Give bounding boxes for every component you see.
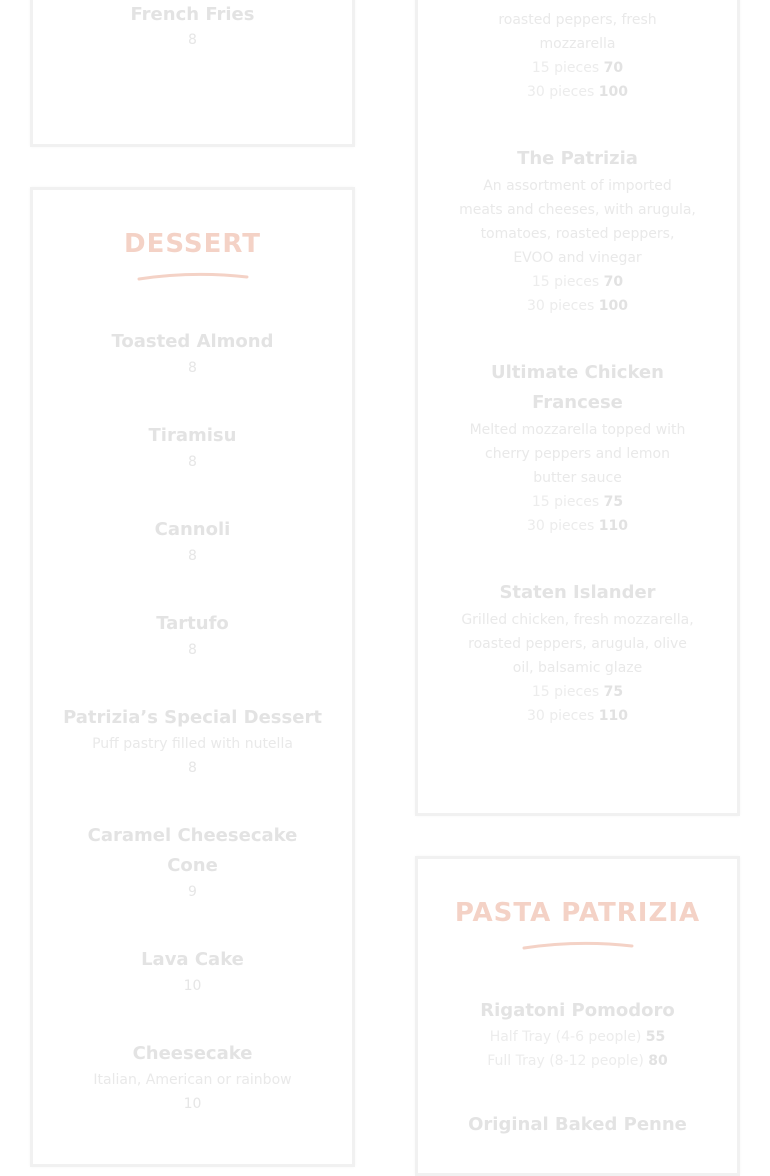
menu-item-description: mozzarella (539, 36, 616, 52)
menu-item-price: 8 (188, 454, 197, 470)
menu-item-description: meats and cheeses, with arugula, (459, 202, 696, 218)
menu-item-name: Toasted Almond (111, 331, 274, 352)
menu-item-name: Patrizia’s Special Dessert (63, 707, 322, 728)
menu-item-name: Tartufo (156, 613, 229, 634)
menu-item-quantity-price: 30 pieces 100 (527, 298, 628, 314)
menu-item-price: 10 (183, 1096, 202, 1112)
menu-item-name: Cannoli (154, 519, 231, 540)
menu-item-description: EVOO and vinegar (513, 250, 642, 266)
menu-item-quantity-price: 15 pieces 70 (531, 60, 624, 76)
menu-item-description: roasted peppers, fresh (498, 12, 657, 28)
menu-item-quantity-price: Full Tray (8-12 people) 80 (487, 1053, 668, 1069)
menu-item-quantity-price: 15 pieces 70 (531, 274, 624, 290)
menu-item-name: Lava Cake (141, 949, 244, 970)
heading-underline (33, 270, 352, 282)
menu-item-price: 8 (188, 760, 197, 776)
sides-card (30, 0, 355, 147)
menu-item-quantity-price: 30 pieces 110 (527, 518, 628, 534)
menu-item-quantity-price: 15 pieces 75 (531, 684, 624, 700)
pasta-card (415, 856, 740, 1176)
menu-item-name: Cheesecake (132, 1043, 253, 1064)
menu-item-name: Rigatoni Pomodoro (480, 1000, 675, 1021)
menu-item-description: An assortment of imported (483, 178, 672, 194)
menu-item-quantity-price: 30 pieces 100 (527, 84, 628, 100)
menu-item-name-continued: Cone (167, 855, 218, 876)
menu-item-quantity-price: 30 pieces 110 (527, 708, 628, 724)
menu-item-description: roasted peppers, arugula, olive (468, 636, 687, 652)
menu-item-description: Puff pastry filled with nutella (92, 736, 293, 752)
menu-item-price: 8 (188, 360, 197, 376)
heroes-card (415, 0, 740, 816)
menu-item-description: oil, balsamic glaze (512, 660, 643, 676)
menu-item-quantity-price: Half Tray (4-6 people) 55 (489, 1029, 666, 1045)
menu-item-name: Caramel Cheesecake (87, 825, 298, 846)
section-heading: DESSERT (124, 229, 261, 259)
menu-item-price: 8 (188, 548, 197, 564)
menu-item-description: Italian, American or rainbow (93, 1072, 292, 1088)
dessert-card (30, 187, 355, 1167)
menu-item-description: Melted mozzarella topped with (469, 422, 686, 438)
heading-underline (418, 939, 737, 951)
menu-item-name: The Patrizia (517, 148, 638, 169)
menu-item-description: cherry peppers and lemon (485, 446, 670, 462)
menu-item-description: Grilled chicken, fresh mozzarella, (461, 612, 694, 628)
section-heading: PASTA PATRIZIA (454, 898, 701, 928)
menu-item-quantity-price: 15 pieces 75 (531, 494, 624, 510)
menu-item-name: Original Baked Penne (468, 1114, 687, 1135)
menu-item-price: 10 (183, 978, 202, 994)
menu-item-name-continued: Francese (532, 392, 623, 413)
menu-item-description: butter sauce (533, 470, 622, 486)
menu-item-name: Tiramisu (148, 425, 237, 446)
menu-item-name: Ultimate Chicken (491, 362, 664, 383)
menu-item-description: tomatoes, roasted peppers, (480, 226, 675, 242)
menu-item-price: 8 (188, 642, 197, 658)
menu-item-name: Staten Islander (499, 582, 656, 603)
menu-item-price: 9 (188, 884, 197, 900)
menu-item-name: French Fries (130, 4, 255, 25)
menu-item-price: 8 (188, 32, 197, 48)
